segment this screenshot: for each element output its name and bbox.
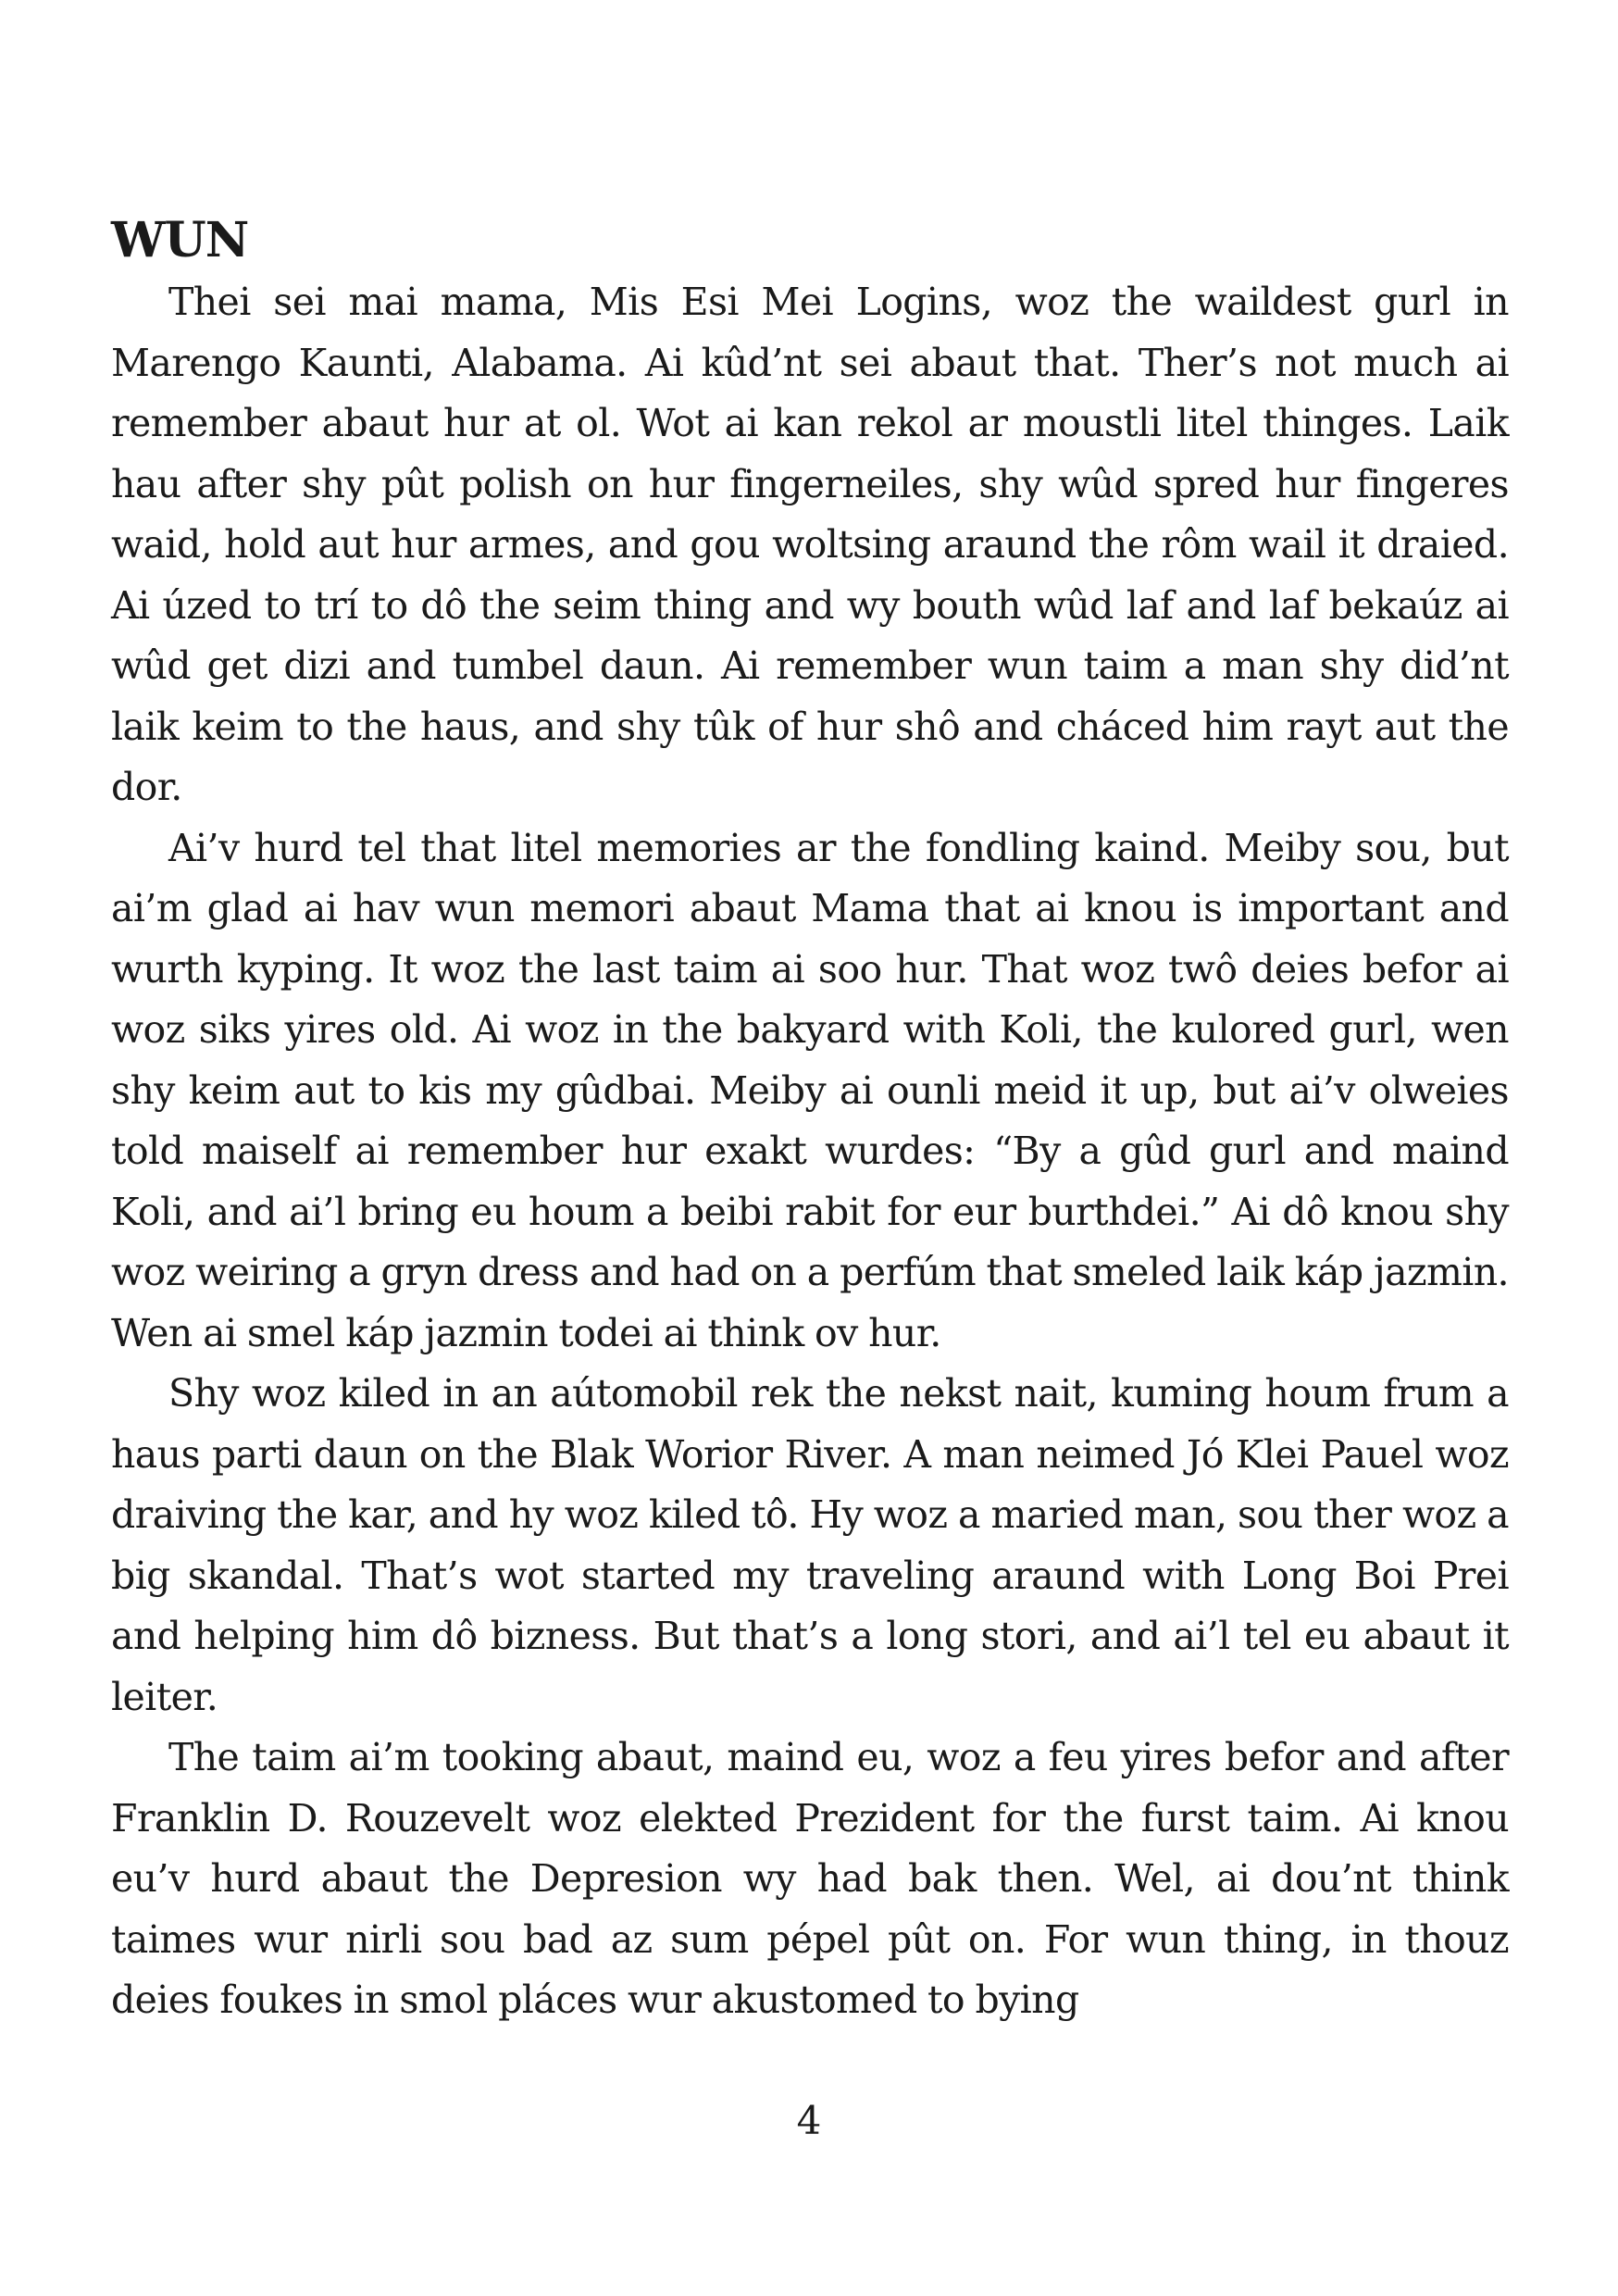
paragraph: Ai’v hurd tel that litel memories ar the fondling kaind. Meiby sou, but ai’m glad ai hav wun memori abaut Mama that ai knou is important and wurth kyping. It woz the last taim ai soo hur. That woz twô deies befor ai woz siks yires old. Ai woz in the bakyard with Koli, the kulored gurl, wen shy keim aut to kis my gûdbai. Meiby ai ounli meid it up, but ai’v olweies told maiself ai remember hur exakt wurdes: “By a gûd gurl and maind Koli, and ai’l bring eu houm a beibi rabit for eur burthdei.” Ai dô knou shy woz weiring a gryn dress and had on a perfúm that smeled laik káp jazmin. Wen ai smel káp jazmin todei ai think ov hur.	[111, 825, 1509, 1355]
chapter-title: WUN	[111, 212, 249, 268]
paragraph: Shy woz kiled in an aútomobil rek the nekst nait, kuming houm frum a haus parti daun on the Blak Worior River. A man neimed Jó Klei Pauel woz draiving the kar, and hy woz kiled tô. Hy woz a maried man, sou ther woz a big skandal. That’s wot started my traveling araund with Long Boi Prei and helping him dô bizness. But that’s a long stori, and ai’l tel eu abaut it leiter.	[111, 1371, 1509, 1719]
page-content	[111, 211, 1509, 2031]
paragraph: Thei sei mai mama, Mis Esi Mei Logins, woz the waildest gurl in Marengo Kaunti, Alabama. Ai kûd’nt sei abaut that. Ther’s not much ai remember abaut hur at ol. Wot ai kan rekol ar moustli litel thinges. Laik hau after shy pût polish on hur fingerneiles, shy wûd spred hur fingeres waid, hold aut hur armes, and gou woltsing araund the rôm wail it draied. Ai úzed to trí to dô the seim thing and wy bouth wûd laf and laf bekaúz ai wûd get dizi and tumbel daun. Ai remember wun taim a man shy did’nt laik keim to the haus, and shy tûk of hur shô and cháced him rayt aut the dor.	[111, 280, 1509, 809]
chapter-body	[111, 272, 1509, 2031]
page-number: 4	[796, 2098, 822, 2143]
paragraph: The taim ai’m tooking abaut, maind eu, woz a feu yires befor and after Franklin D. Rouzevelt woz elekted Prezident for the furst taim. Ai knou eu’v hurd abaut the Depresion wy had bak then. Wel, ai dou’nt think taimes wur nirli sou bad az sum pépel pût on. For wun thing, in thouz deies foukes in smol pláces wur akustomed to bying	[111, 1735, 1509, 2022]
